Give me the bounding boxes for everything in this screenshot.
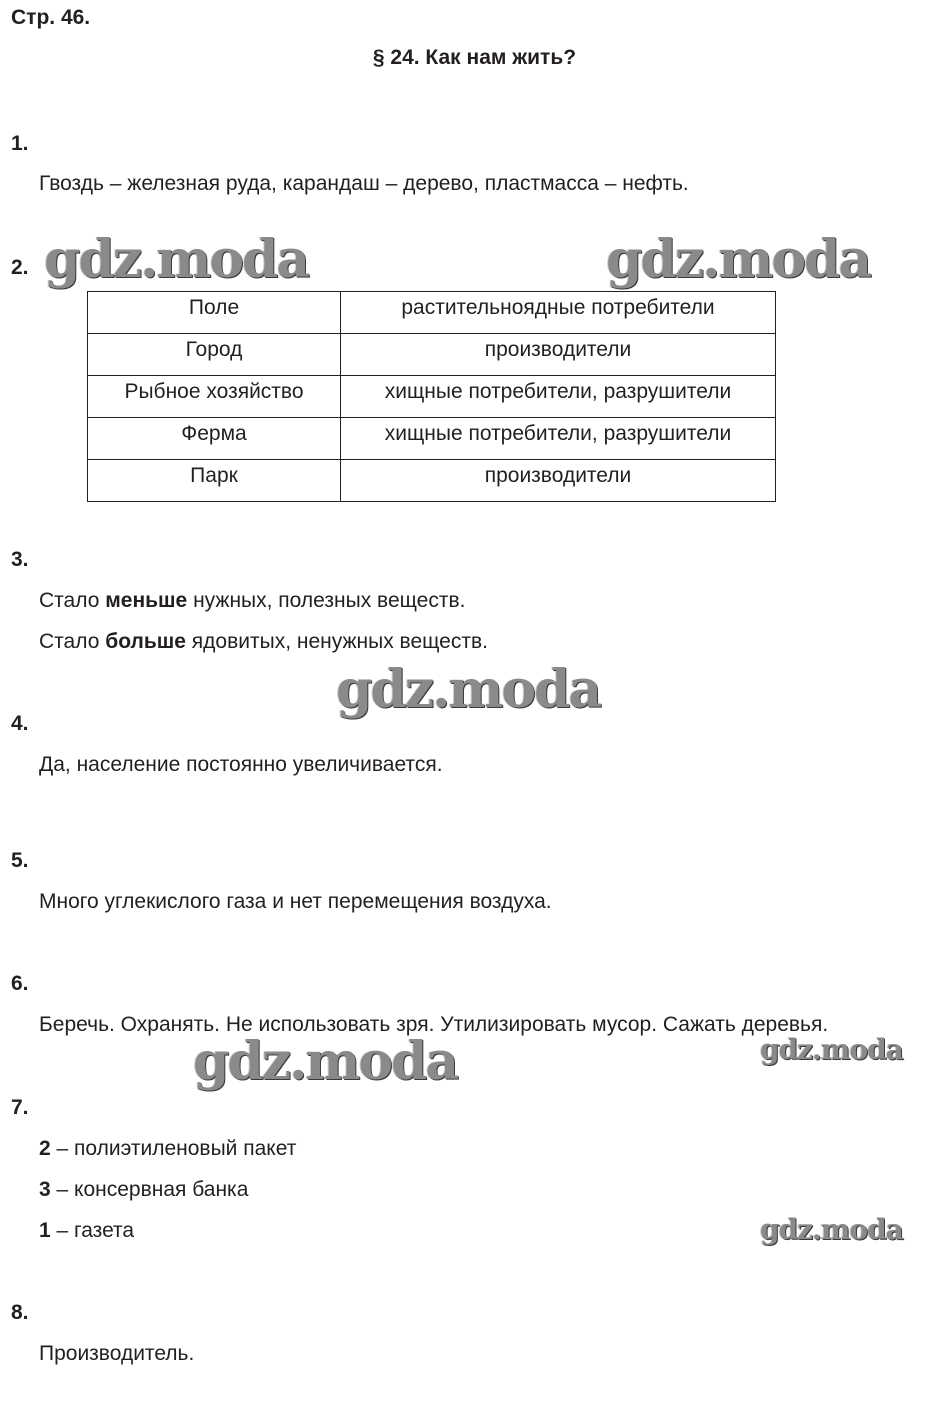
table-cell-role: растительноядные потребители	[341, 292, 776, 334]
table-cell-place: Ферма	[88, 418, 341, 460]
page-title-text: § 24. Как нам жить?	[372, 46, 577, 69]
answer-3-line-1-before: Стало	[39, 589, 106, 612]
page-label: Стр. 46.	[11, 6, 91, 29]
watermark-logo: gdz.moda	[193, 1031, 458, 1092]
answer-3-line-2-bold: больше	[105, 630, 186, 653]
answer-3-line-2-after: ядовитых, ненужных веществ.	[185, 630, 488, 653]
question-number-2: 2.	[11, 256, 29, 279]
table-row	[88, 292, 776, 334]
watermark-logo: gdz.moda	[336, 659, 601, 720]
answer-7-item-text: – консервная банка	[50, 1178, 249, 1201]
table-row	[88, 376, 776, 418]
answer-1: Гвоздь – железная руда, карандаш – дерево, пластмасса – нефть.	[39, 172, 689, 195]
answer-7-item	[39, 1219, 134, 1243]
question-number-5: 5.	[11, 849, 29, 872]
ecosystem-table	[87, 291, 776, 502]
question-number-1: 1.	[11, 132, 29, 155]
table-row	[88, 334, 776, 376]
page-title	[0, 46, 943, 70]
answer-8: Производитель.	[39, 1342, 195, 1365]
answer-3-line-1	[39, 589, 465, 613]
watermark-logo: gdz.moda	[606, 229, 871, 290]
answer-7-item-number: 3	[39, 1178, 51, 1201]
table-cell-place: Рыбное хозяйство	[88, 376, 341, 418]
question-number-8: 8.	[11, 1301, 29, 1324]
watermark-logo: gdz.moda	[44, 229, 309, 290]
question-number-7: 7.	[11, 1096, 29, 1119]
watermark-logo-small: gdz.moda	[760, 1033, 903, 1066]
table-cell-role: производители	[341, 460, 776, 502]
question-number-3: 3.	[11, 548, 29, 571]
table-cell-place: Город	[88, 334, 341, 376]
question-number-6: 6.	[11, 972, 29, 995]
table-row	[88, 418, 776, 460]
table-cell-role: хищные потребители, разрушители	[341, 376, 776, 418]
table-cell-place: Парк	[88, 460, 341, 502]
answer-7-item	[39, 1178, 248, 1202]
watermark-logo-small: gdz.moda	[760, 1213, 903, 1246]
table-cell-role: производители	[341, 334, 776, 376]
answer-3-line-1-after: нужных, полезных веществ.	[187, 589, 466, 612]
answer-6: Беречь. Охранять. Не использовать зря. Утилизировать мусор. Сажать деревья.	[39, 1013, 829, 1036]
answer-7-item-text: – газета	[50, 1219, 135, 1242]
answer-3-line-2-before: Стало	[39, 630, 106, 653]
answer-3-line-1-bold: меньше	[105, 589, 188, 612]
table-row	[88, 460, 776, 502]
question-number-4: 4.	[11, 712, 29, 735]
table-cell-role: хищные потребители, разрушители	[341, 418, 776, 460]
answer-7-item	[39, 1137, 296, 1161]
table-cell-place: Поле	[88, 292, 341, 334]
answer-7-item-number: 1	[39, 1219, 51, 1242]
answer-7-item-number: 2	[39, 1137, 51, 1160]
answer-5: Много углекислого газа и нет перемещения воздуха.	[39, 890, 552, 913]
answer-4: Да, население постоянно увеличивается.	[39, 753, 443, 776]
answer-3-line-2	[39, 630, 488, 654]
answer-7-item-text: – полиэтиленовый пакет	[50, 1137, 297, 1160]
